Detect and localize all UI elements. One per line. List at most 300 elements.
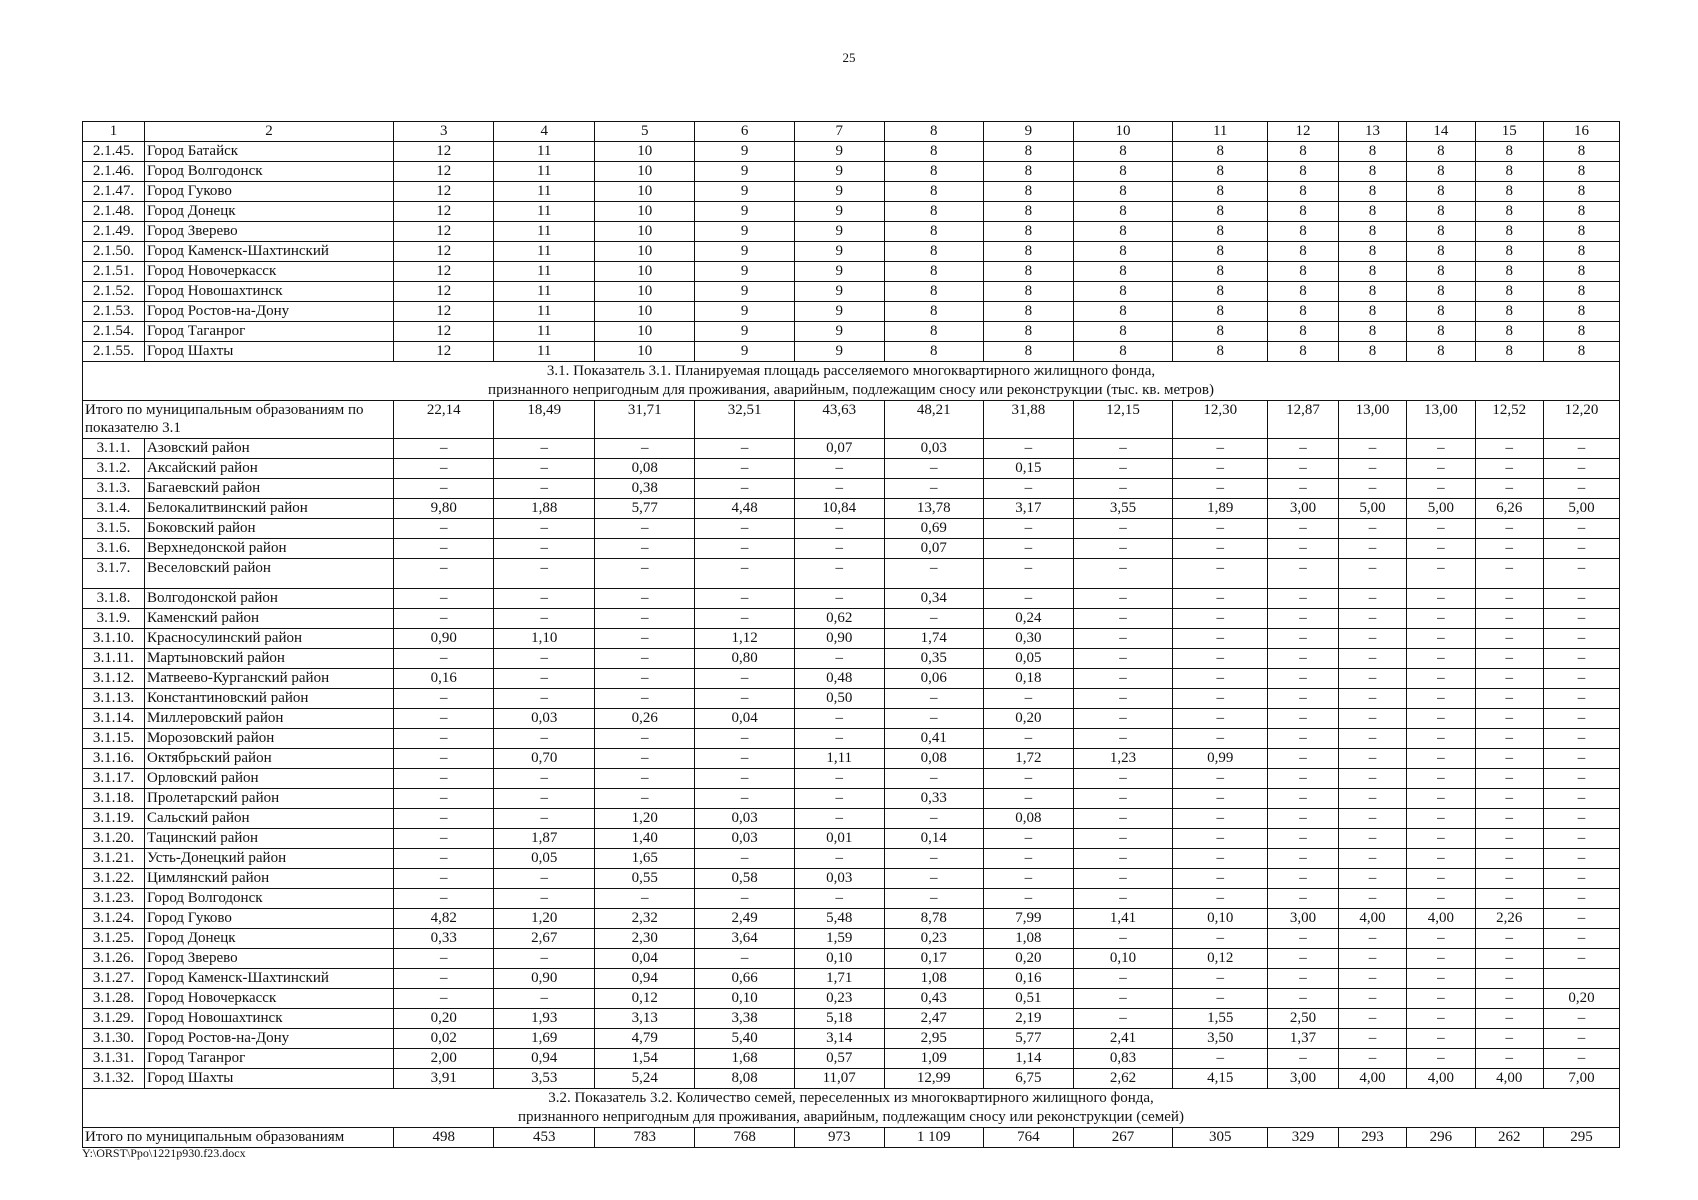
- value-cell: 0,66: [695, 969, 794, 989]
- value-cell: 0,62: [794, 609, 884, 629]
- row-code: 3.1.32.: [83, 1069, 145, 1089]
- value-cell: 0,18: [983, 669, 1073, 689]
- row-name: Город Шахты: [144, 342, 393, 362]
- value-cell: –: [1407, 649, 1475, 669]
- value-cell: –: [1407, 789, 1475, 809]
- row-code: 2.1.48.: [83, 202, 145, 222]
- value-cell: 0,41: [884, 729, 983, 749]
- value-cell: –: [394, 439, 494, 459]
- value-cell: –: [1475, 649, 1543, 669]
- value-cell: 8: [1173, 282, 1268, 302]
- value-cell: –: [983, 559, 1073, 589]
- value-cell: 8: [884, 242, 983, 262]
- row-code: 3.1.6.: [83, 539, 145, 559]
- value-cell: –: [494, 949, 594, 969]
- section-heading-3-1: [83, 362, 1620, 401]
- table-row: [83, 829, 1620, 849]
- value-cell: 1,37: [1268, 1029, 1339, 1049]
- value-cell: –: [594, 889, 694, 909]
- value-cell: –: [1073, 519, 1172, 539]
- table-row: [83, 162, 1620, 182]
- row-code: 3.1.5.: [83, 519, 145, 539]
- value-cell: –: [1475, 589, 1543, 609]
- value-cell: –: [1543, 439, 1619, 459]
- table-row: [83, 242, 1620, 262]
- value-cell: –: [1338, 459, 1406, 479]
- value-cell: 0,16: [983, 969, 1073, 989]
- value-cell: 2,67: [494, 929, 594, 949]
- value-cell: –: [1543, 849, 1619, 869]
- value-cell: 8: [1407, 182, 1475, 202]
- value-cell: –: [1268, 929, 1339, 949]
- value-cell: –: [1268, 1049, 1339, 1069]
- total-value: 973: [794, 1128, 884, 1148]
- value-cell: –: [1407, 849, 1475, 869]
- table-row: [83, 302, 1620, 322]
- value-cell: –: [394, 539, 494, 559]
- value-cell: –: [1268, 869, 1339, 889]
- value-cell: –: [1268, 689, 1339, 709]
- row-name: Сальский район: [144, 809, 393, 829]
- row-name: Город Ростов-на-Дону: [144, 302, 393, 322]
- value-cell: –: [1475, 439, 1543, 459]
- value-cell: 8: [1475, 242, 1543, 262]
- value-cell: –: [1475, 559, 1543, 589]
- value-cell: –: [1173, 609, 1268, 629]
- value-cell: 9: [695, 282, 794, 302]
- table-row: [83, 322, 1620, 342]
- value-cell: –: [1173, 929, 1268, 949]
- row-name: Город Батайск: [144, 142, 393, 162]
- value-cell: –: [1407, 559, 1475, 589]
- value-cell: 10: [594, 262, 694, 282]
- value-cell: 12: [394, 222, 494, 242]
- total-value: 262: [1475, 1128, 1543, 1148]
- total-value: 18,49: [494, 401, 594, 439]
- value-cell: 8: [1338, 142, 1406, 162]
- value-cell: 8: [1173, 222, 1268, 242]
- value-cell: –: [1268, 519, 1339, 539]
- value-cell: 8: [1407, 142, 1475, 162]
- table-row: [83, 769, 1620, 789]
- value-cell: 1,87: [494, 829, 594, 849]
- total-value: 12,30: [1173, 401, 1268, 439]
- value-cell: –: [884, 889, 983, 909]
- value-cell: –: [594, 649, 694, 669]
- value-cell: 5,24: [594, 1069, 694, 1089]
- value-cell: 5,77: [594, 499, 694, 519]
- value-cell: 9: [794, 282, 884, 302]
- value-cell: 2,00: [394, 1049, 494, 1069]
- column-number: 8: [884, 122, 983, 142]
- value-cell: 12: [394, 342, 494, 362]
- value-cell: 0,57: [794, 1049, 884, 1069]
- value-cell: 8: [1475, 342, 1543, 362]
- value-cell: –: [1407, 689, 1475, 709]
- column-number: 14: [1407, 122, 1475, 142]
- value-cell: –: [1543, 829, 1619, 849]
- value-cell: –: [695, 849, 794, 869]
- value-cell: –: [1543, 629, 1619, 649]
- value-cell: –: [1543, 929, 1619, 949]
- value-cell: 12,99: [884, 1069, 983, 1089]
- value-cell: –: [394, 869, 494, 889]
- value-cell: –: [1268, 769, 1339, 789]
- value-cell: 3,53: [494, 1069, 594, 1089]
- total-value: 12,87: [1268, 401, 1339, 439]
- column-number: 11: [1173, 122, 1268, 142]
- value-cell: –: [594, 789, 694, 809]
- value-cell: 8,78: [884, 909, 983, 929]
- value-cell: –: [394, 589, 494, 609]
- value-cell: 10,84: [794, 499, 884, 519]
- value-cell: 8: [1173, 182, 1268, 202]
- value-cell: –: [1543, 789, 1619, 809]
- value-cell: –: [394, 689, 494, 709]
- value-cell: 1,41: [1073, 909, 1172, 929]
- value-cell: –: [1268, 589, 1339, 609]
- row-code: 2.1.46.: [83, 162, 145, 182]
- value-cell: 8: [1475, 262, 1543, 282]
- value-cell: –: [1338, 969, 1406, 989]
- value-cell: –: [1173, 789, 1268, 809]
- row-name: Город Новочеркасск: [144, 989, 393, 1009]
- value-cell: –: [695, 689, 794, 709]
- value-cell: 1,09: [884, 1049, 983, 1069]
- value-cell: 3,55: [1073, 499, 1172, 519]
- value-cell: 8: [1073, 222, 1172, 242]
- table-row: [83, 539, 1620, 559]
- value-cell: 9: [794, 342, 884, 362]
- value-cell: –: [1338, 649, 1406, 669]
- value-cell: –: [1338, 689, 1406, 709]
- value-cell: –: [494, 789, 594, 809]
- value-cell: –: [983, 869, 1073, 889]
- value-cell: –: [394, 969, 494, 989]
- column-number: 6: [695, 122, 794, 142]
- row-name: Верхнедонской район: [144, 539, 393, 559]
- row-name: Город Ростов-на-Дону: [144, 1029, 393, 1049]
- value-cell: –: [1268, 439, 1339, 459]
- value-cell: –: [1338, 559, 1406, 589]
- row-code: 2.1.45.: [83, 142, 145, 162]
- value-cell: –: [1407, 989, 1475, 1009]
- row-code: 3.1.22.: [83, 869, 145, 889]
- value-cell: 0,23: [794, 989, 884, 1009]
- value-cell: –: [884, 809, 983, 829]
- value-cell: –: [1173, 459, 1268, 479]
- value-cell: 12: [394, 322, 494, 342]
- table-row: [83, 989, 1620, 1009]
- value-cell: 8: [1073, 262, 1172, 282]
- value-cell: –: [1407, 539, 1475, 559]
- value-cell: 1,65: [594, 849, 694, 869]
- value-cell: –: [1475, 969, 1543, 989]
- row-code: 3.1.25.: [83, 929, 145, 949]
- column-number: 3: [394, 122, 494, 142]
- page-number: 25: [842, 50, 856, 65]
- row-name: Цимлянский район: [144, 869, 393, 889]
- table-row: [83, 589, 1620, 609]
- value-cell: 8,08: [695, 1069, 794, 1089]
- value-cell: 12: [394, 202, 494, 222]
- row-code: 3.1.26.: [83, 949, 145, 969]
- value-cell: –: [1475, 1009, 1543, 1029]
- row-code: 3.1.9.: [83, 609, 145, 629]
- value-cell: 8: [1338, 242, 1406, 262]
- row-code: 3.1.1.: [83, 439, 145, 459]
- total-value: 305: [1173, 1128, 1268, 1148]
- value-cell: –: [394, 749, 494, 769]
- value-cell: 8: [1268, 262, 1339, 282]
- value-cell: –: [1338, 519, 1406, 539]
- value-cell: –: [1475, 479, 1543, 499]
- value-cell: –: [1173, 1049, 1268, 1069]
- value-cell: –: [794, 849, 884, 869]
- value-cell: –: [394, 559, 494, 589]
- table-row: [83, 262, 1620, 282]
- table-row: [83, 929, 1620, 949]
- value-cell: 9,80: [394, 499, 494, 519]
- value-cell: –: [794, 559, 884, 589]
- value-cell: 8: [1268, 182, 1339, 202]
- value-cell: 10: [594, 222, 694, 242]
- value-cell: –: [1173, 439, 1268, 459]
- value-cell: 1,11: [794, 749, 884, 769]
- value-cell: 0,03: [695, 809, 794, 829]
- row-name: Веселовский район: [144, 559, 393, 589]
- value-cell: 8: [1475, 322, 1543, 342]
- value-cell: –: [1338, 889, 1406, 909]
- table-row: [83, 729, 1620, 749]
- value-cell: –: [1543, 1049, 1619, 1069]
- value-cell: 0,10: [1073, 949, 1172, 969]
- value-cell: 8: [1475, 282, 1543, 302]
- total-value: 43,63: [794, 401, 884, 439]
- value-cell: 11: [494, 202, 594, 222]
- value-cell: –: [695, 439, 794, 459]
- value-cell: 8: [884, 322, 983, 342]
- value-cell: –: [794, 809, 884, 829]
- value-cell: –: [1073, 729, 1172, 749]
- value-cell: –: [1338, 809, 1406, 829]
- value-cell: 9: [794, 242, 884, 262]
- value-cell: 0,16: [394, 669, 494, 689]
- value-cell: –: [884, 769, 983, 789]
- value-cell: –: [1073, 849, 1172, 869]
- value-cell: 4,00: [1407, 909, 1475, 929]
- table-row: [83, 689, 1620, 709]
- value-cell: 1,20: [494, 909, 594, 929]
- row-code: 3.1.23.: [83, 889, 145, 909]
- value-cell: 1,08: [884, 969, 983, 989]
- value-cell: –: [1073, 809, 1172, 829]
- value-cell: 0,12: [594, 989, 694, 1009]
- value-cell: 0,90: [394, 629, 494, 649]
- row-name: Орловский район: [144, 769, 393, 789]
- value-cell: –: [394, 609, 494, 629]
- value-cell: 0,80: [695, 649, 794, 669]
- value-cell: –: [983, 729, 1073, 749]
- total-value: 13,00: [1407, 401, 1475, 439]
- value-cell: 12: [394, 302, 494, 322]
- value-cell: 3,91: [394, 1069, 494, 1089]
- value-cell: –: [1268, 729, 1339, 749]
- value-cell: 0,08: [594, 459, 694, 479]
- value-cell: –: [394, 789, 494, 809]
- value-cell: –: [1475, 689, 1543, 709]
- value-cell: –: [695, 669, 794, 689]
- total-value: 1 109: [884, 1128, 983, 1148]
- value-cell: 11: [494, 182, 594, 202]
- total-value: 296: [1407, 1128, 1475, 1148]
- value-cell: 8: [1073, 242, 1172, 262]
- value-cell: –: [494, 519, 594, 539]
- value-cell: –: [594, 669, 694, 689]
- value-cell: –: [794, 589, 884, 609]
- value-cell: –: [1475, 729, 1543, 749]
- row-code: 2.1.54.: [83, 322, 145, 342]
- table-row: [83, 629, 1620, 649]
- row-name: Город Новошахтинск: [144, 282, 393, 302]
- value-cell: 0,90: [794, 629, 884, 649]
- table-row: [83, 499, 1620, 519]
- value-cell: 8: [1475, 202, 1543, 222]
- value-cell: 8: [1173, 302, 1268, 322]
- table-row: [83, 749, 1620, 769]
- value-cell: –: [1338, 479, 1406, 499]
- value-cell: 3,14: [794, 1029, 884, 1049]
- value-cell: –: [1338, 789, 1406, 809]
- value-cell: 1,88: [494, 499, 594, 519]
- value-cell: –: [794, 479, 884, 499]
- value-cell: 8: [884, 182, 983, 202]
- value-cell: –: [884, 689, 983, 709]
- value-cell: –: [1407, 709, 1475, 729]
- table-body: [83, 122, 1620, 1148]
- row-name: Город Донецк: [144, 929, 393, 949]
- column-number: 7: [794, 122, 884, 142]
- value-cell: –: [594, 729, 694, 749]
- value-cell: 8: [1268, 282, 1339, 302]
- value-cell: –: [594, 519, 694, 539]
- value-cell: –: [1475, 989, 1543, 1009]
- value-cell: –: [1475, 459, 1543, 479]
- column-number: 16: [1543, 122, 1619, 142]
- value-cell: 2,26: [1475, 909, 1543, 929]
- value-cell: –: [1407, 889, 1475, 909]
- row-name: Город Новошахтинск: [144, 1009, 393, 1029]
- value-cell: 0,20: [983, 949, 1073, 969]
- column-number: 1: [83, 122, 145, 142]
- value-cell: –: [695, 769, 794, 789]
- value-cell: –: [1073, 439, 1172, 459]
- value-cell: –: [1338, 629, 1406, 649]
- value-cell: 8: [884, 162, 983, 182]
- value-cell: –: [1407, 1029, 1475, 1049]
- value-cell: –: [1543, 1029, 1619, 1049]
- value-cell: –: [884, 559, 983, 589]
- value-cell: –: [983, 589, 1073, 609]
- value-cell: 0,08: [884, 749, 983, 769]
- value-cell: 8: [1407, 282, 1475, 302]
- data-table: [82, 121, 1620, 1148]
- column-number: 2: [144, 122, 393, 142]
- value-cell: 10: [594, 182, 694, 202]
- value-cell: –: [1407, 479, 1475, 499]
- value-cell: 1,40: [594, 829, 694, 849]
- row-code: 3.1.3.: [83, 479, 145, 499]
- value-cell: 0,69: [884, 519, 983, 539]
- value-cell: –: [1173, 539, 1268, 559]
- value-cell: –: [1407, 809, 1475, 829]
- value-cell: –: [1543, 949, 1619, 969]
- value-cell: 10: [594, 162, 694, 182]
- value-cell: 10: [594, 242, 694, 262]
- value-cell: –: [494, 769, 594, 789]
- value-cell: 8: [1073, 302, 1172, 322]
- value-cell: –: [1173, 889, 1268, 909]
- total-value: 293: [1338, 1128, 1406, 1148]
- value-cell: 0,20: [983, 709, 1073, 729]
- row-code: 3.1.21.: [83, 849, 145, 869]
- value-cell: 1,54: [594, 1049, 694, 1069]
- value-cell: 8: [1475, 182, 1543, 202]
- row-code: 2.1.50.: [83, 242, 145, 262]
- value-cell: 0,94: [594, 969, 694, 989]
- value-cell: 8: [1475, 162, 1543, 182]
- value-cell: 8: [983, 302, 1073, 322]
- value-cell: 8: [1268, 142, 1339, 162]
- row-code: 3.1.31.: [83, 1049, 145, 1069]
- value-cell: 8: [1073, 142, 1172, 162]
- value-cell: 0,55: [594, 869, 694, 889]
- value-cell: 8: [1407, 202, 1475, 222]
- value-cell: –: [1173, 729, 1268, 749]
- column-number: 5: [594, 122, 694, 142]
- value-cell: 9: [794, 202, 884, 222]
- value-cell: –: [1543, 749, 1619, 769]
- value-cell: 2,50: [1268, 1009, 1339, 1029]
- row-name: Белокалитвинский район: [144, 499, 393, 519]
- row-name: Город Таганрог: [144, 1049, 393, 1069]
- value-cell: 8: [1268, 242, 1339, 262]
- value-cell: 4,00: [1475, 1069, 1543, 1089]
- value-cell: 0,08: [983, 809, 1073, 829]
- value-cell: 8: [1543, 242, 1619, 262]
- value-cell: –: [1268, 609, 1339, 629]
- value-cell: 0,07: [794, 439, 884, 459]
- value-cell: –: [1338, 589, 1406, 609]
- value-cell: –: [1268, 989, 1339, 1009]
- table-row: [83, 202, 1620, 222]
- total-value: 267: [1073, 1128, 1172, 1148]
- value-cell: 10: [594, 202, 694, 222]
- row-name: Город Гуково: [144, 909, 393, 929]
- value-cell: 1,20: [594, 809, 694, 829]
- value-cell: –: [695, 889, 794, 909]
- value-cell: –: [1073, 559, 1172, 589]
- row-code: 3.1.16.: [83, 749, 145, 769]
- value-cell: –: [695, 949, 794, 969]
- value-cell: –: [1475, 669, 1543, 689]
- value-cell: –: [1073, 589, 1172, 609]
- value-cell: 8: [983, 262, 1073, 282]
- value-cell: –: [1543, 869, 1619, 889]
- value-cell: –: [394, 889, 494, 909]
- value-cell: 8: [1268, 162, 1339, 182]
- value-cell: 9: [794, 182, 884, 202]
